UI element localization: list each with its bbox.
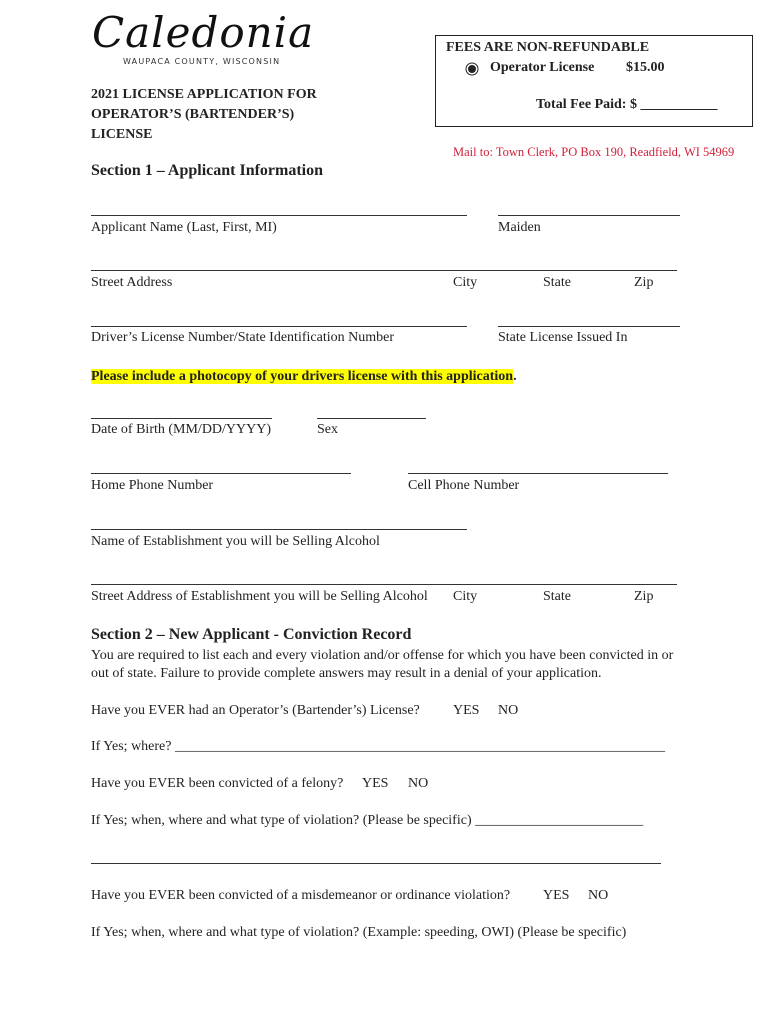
q1-no-option[interactable]: NO xyxy=(498,703,519,718)
dob-field[interactable] xyxy=(91,418,272,419)
title-line-3: LICENSE xyxy=(91,127,153,142)
q2-yes-option[interactable]: YES xyxy=(362,776,389,791)
cell-phone-field[interactable] xyxy=(408,473,668,474)
sex-label: Sex xyxy=(317,422,338,437)
drivers-license-field[interactable] xyxy=(91,326,467,327)
total-fee-paid: Total Fee Paid: $ ___________ xyxy=(536,97,718,112)
home-phone-label: Home Phone Number xyxy=(91,478,214,493)
street-address-label: Street Address xyxy=(91,275,173,290)
photocopy-note-text: Please include a photocopy of your drivers license with this application xyxy=(91,369,514,384)
establishment-city-label: City xyxy=(453,589,478,604)
q3-misdemeanor: Have you EVER been convicted of a misdemeanor or ordinance violation? xyxy=(91,888,511,903)
section2-heading: Section 2 – New Applicant - Conviction Record xyxy=(91,626,412,643)
establishment-zip-label: Zip xyxy=(634,589,654,604)
q1-yes-option[interactable]: YES xyxy=(453,703,480,718)
applicant-name-field[interactable] xyxy=(91,215,467,216)
drivers-license-label: Driver’s License Number/State Identification Number xyxy=(91,330,394,345)
logo-subtitle: WAUPACA COUNTY, WISCONSIN xyxy=(123,57,281,66)
dob-label: Date of Birth (MM/DD/YYYY) xyxy=(91,422,272,437)
maiden-field[interactable] xyxy=(498,215,680,216)
q2-felony: Have you EVER been convicted of a felony? xyxy=(91,776,344,791)
establishment-address-field[interactable] xyxy=(91,584,677,585)
mail-to-address: Mail to: Town Clerk, PO Box 190, Readfield, WI 54969 xyxy=(453,145,735,159)
radio-bullet-icon[interactable] xyxy=(468,65,476,73)
cell-phone-label: Cell Phone Number xyxy=(408,478,520,493)
establishment-state-label: State xyxy=(543,589,571,604)
establishment-name-label: Name of Establishment you will be Selling Alcohol xyxy=(91,534,380,549)
fee-heading: FEES ARE NON-REFUNDABLE xyxy=(446,40,650,55)
q3-no-option[interactable]: NO xyxy=(588,888,609,903)
q3-detail-label: If Yes; when, where and what type of violation? (Example: speeding, OWI) (Please be specific) xyxy=(91,925,627,940)
q2-detail-field[interactable]: If Yes; when, where and what type of violation? (Please be specific) ________________________ xyxy=(91,813,644,828)
caledonia-logo: Caledonia xyxy=(92,8,315,57)
photocopy-note-period: . xyxy=(513,369,517,384)
q2-no-option[interactable]: NO xyxy=(408,776,429,791)
state-label: State xyxy=(543,275,571,290)
q3-yes-option[interactable]: YES xyxy=(543,888,570,903)
q1-operator-license: Have you EVER had an Operator’s (Bartender’s) License? xyxy=(91,703,420,718)
applicant-name-label: Applicant Name (Last, First, MI) xyxy=(91,220,277,235)
title-line-1: 2021 LICENSE APPLICATION FOR xyxy=(91,87,317,102)
home-phone-field[interactable] xyxy=(91,473,351,474)
establishment-address-label: Street Address of Establishment you will be Selling Alcohol xyxy=(91,589,428,604)
fee-item-price: $15.00 xyxy=(626,60,665,75)
section2-intro: You are required to list each and every violation and/or offense for which you have been convicted in or out of state. Failure to provide complete answers may result in a denial of your application. xyxy=(91,648,674,681)
title-line-2: OPERATOR’S (BARTENDER’S) xyxy=(91,107,295,122)
photocopy-note xyxy=(91,367,517,385)
sex-field[interactable] xyxy=(317,418,426,419)
establishment-name-field[interactable] xyxy=(91,529,467,530)
street-address-field[interactable] xyxy=(91,270,677,271)
maiden-label: Maiden xyxy=(498,220,541,235)
fee-item-label: Operator License xyxy=(490,60,595,75)
city-label: City xyxy=(453,275,478,290)
zip-label: Zip xyxy=(634,275,654,290)
section1-heading: Section 1 – Applicant Information xyxy=(91,162,324,179)
fee-box xyxy=(435,35,753,127)
state-license-label: State License Issued In xyxy=(498,330,628,345)
state-license-field[interactable] xyxy=(498,326,680,327)
q2-detail-line[interactable] xyxy=(91,863,661,864)
q1-where-field[interactable]: If Yes; where? ______________________________________________________________________ xyxy=(91,739,665,754)
